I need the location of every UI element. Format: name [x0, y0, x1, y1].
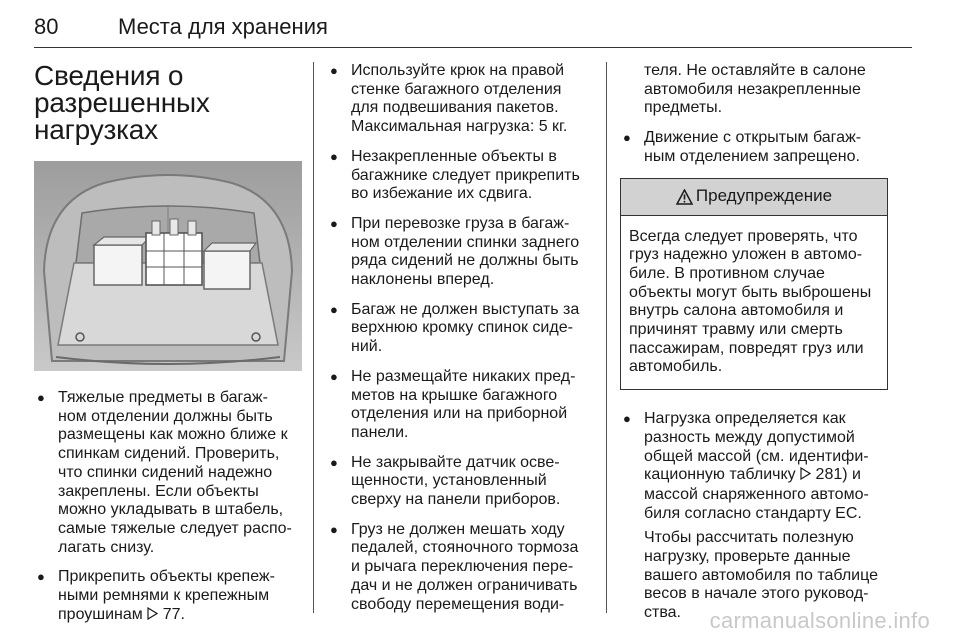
page-reference-icon[interactable]: [147, 607, 158, 626]
column-2: [327, 62, 595, 625]
bullet-list: [34, 389, 302, 625]
list-item: ● Багаж не должен выступать за верхнюю кромку спинок сиде- ний.: [330, 300, 580, 356]
warning-text: Всегда следует проверять, что груз надежно уложен в автомо- биле. В противном случае объекты могут быть выброшены внутрь салона автомобиля и причинят травму или смерть пассажирам, повредят груз или автомобиль.: [629, 227, 872, 376]
section-title: Места для хранения: [118, 14, 328, 39]
page-reference[interactable]: 281) и: [815, 466, 861, 484]
list-item: ● При перевозке груза в багаж- ном отделении спинки заднего ряда сидений не должны быть наклонены вперед.: [330, 214, 580, 289]
page-reference[interactable]: 77.: [162, 605, 185, 623]
paragraph: Чтобы рассчитать полезную нагрузку, проверьте данные вашего автомобиля по таблице весов в начале этого руковод- ства.: [644, 529, 878, 622]
warning-header: [621, 179, 887, 216]
heading-line: Сведения о: [34, 60, 184, 91]
list-item: ● Не размещайте никаких пред- метов на крышке багажного отделения или на приборной панели.: [330, 367, 576, 441]
watermark: carmanualsonline.info: [709, 608, 930, 633]
trunk-illustration: [34, 161, 302, 371]
warning-triangle-icon: [676, 189, 693, 205]
column-divider-1: [313, 62, 314, 613]
bullet-list: [620, 129, 888, 166]
page-number: 80: [34, 14, 59, 39]
page-reference-icon[interactable]: [800, 467, 811, 486]
page-heading: [34, 62, 302, 143]
list-item: ● Движение с открытым багаж- ным отделением запрещено.: [623, 129, 862, 165]
list-item: ● Прикрепить объекты крепеж- ными ремнями к крепежным проушинам 77.: [34, 568, 302, 625]
list-item: ● Не закрывайте датчик осве- щенности, установленный сверху на панели приборов.: [330, 453, 561, 509]
list-item: ● Незакрепленные объекты в багажнике следует прикрепить во избежание их сдвига.: [330, 147, 580, 203]
list-item: ● Нагрузка определяется как разность между допустимой общей массой (см. идентифи- кационную табличку 281) и массой снаряженного автомо- биля согласно стандарту ЕС.: [623, 410, 869, 522]
bullet-list: [620, 410, 888, 523]
list-item: ● Груз не должен мешать ходу педалей, стояночного тормоза и рычага переключения пере- дач и не должен ограничивать свободу перемещения води-: [330, 520, 579, 613]
column-1: [34, 62, 302, 636]
warning-box: [620, 178, 888, 391]
header-rule: [34, 47, 912, 48]
column-3: [620, 62, 888, 634]
heading-line: нагрузках: [34, 114, 158, 145]
bullet-list: [327, 62, 595, 614]
warning-title: Предупреждение: [695, 186, 833, 206]
column-divider-2: [606, 62, 607, 613]
list-item: ● Тяжелые предметы в багаж- ном отделении должны быть размещены как можно ближе к спинкам сидений. Проверить, что спинки сидений надежно закреплены. Если объекты можно укладывать в штабель, самые тяжелые следует распо- лагать снизу.: [37, 389, 292, 556]
list-item: ● Используйте крюк на правой стенке багажного отделения для подвешивания пакетов. Максимальная нагрузка: 5 кг.: [330, 62, 568, 136]
continued-text: теля. Не оставляйте в салоне автомобиля незакрепленные предметы.: [644, 62, 866, 117]
heading-line: разрешенных: [34, 87, 210, 118]
